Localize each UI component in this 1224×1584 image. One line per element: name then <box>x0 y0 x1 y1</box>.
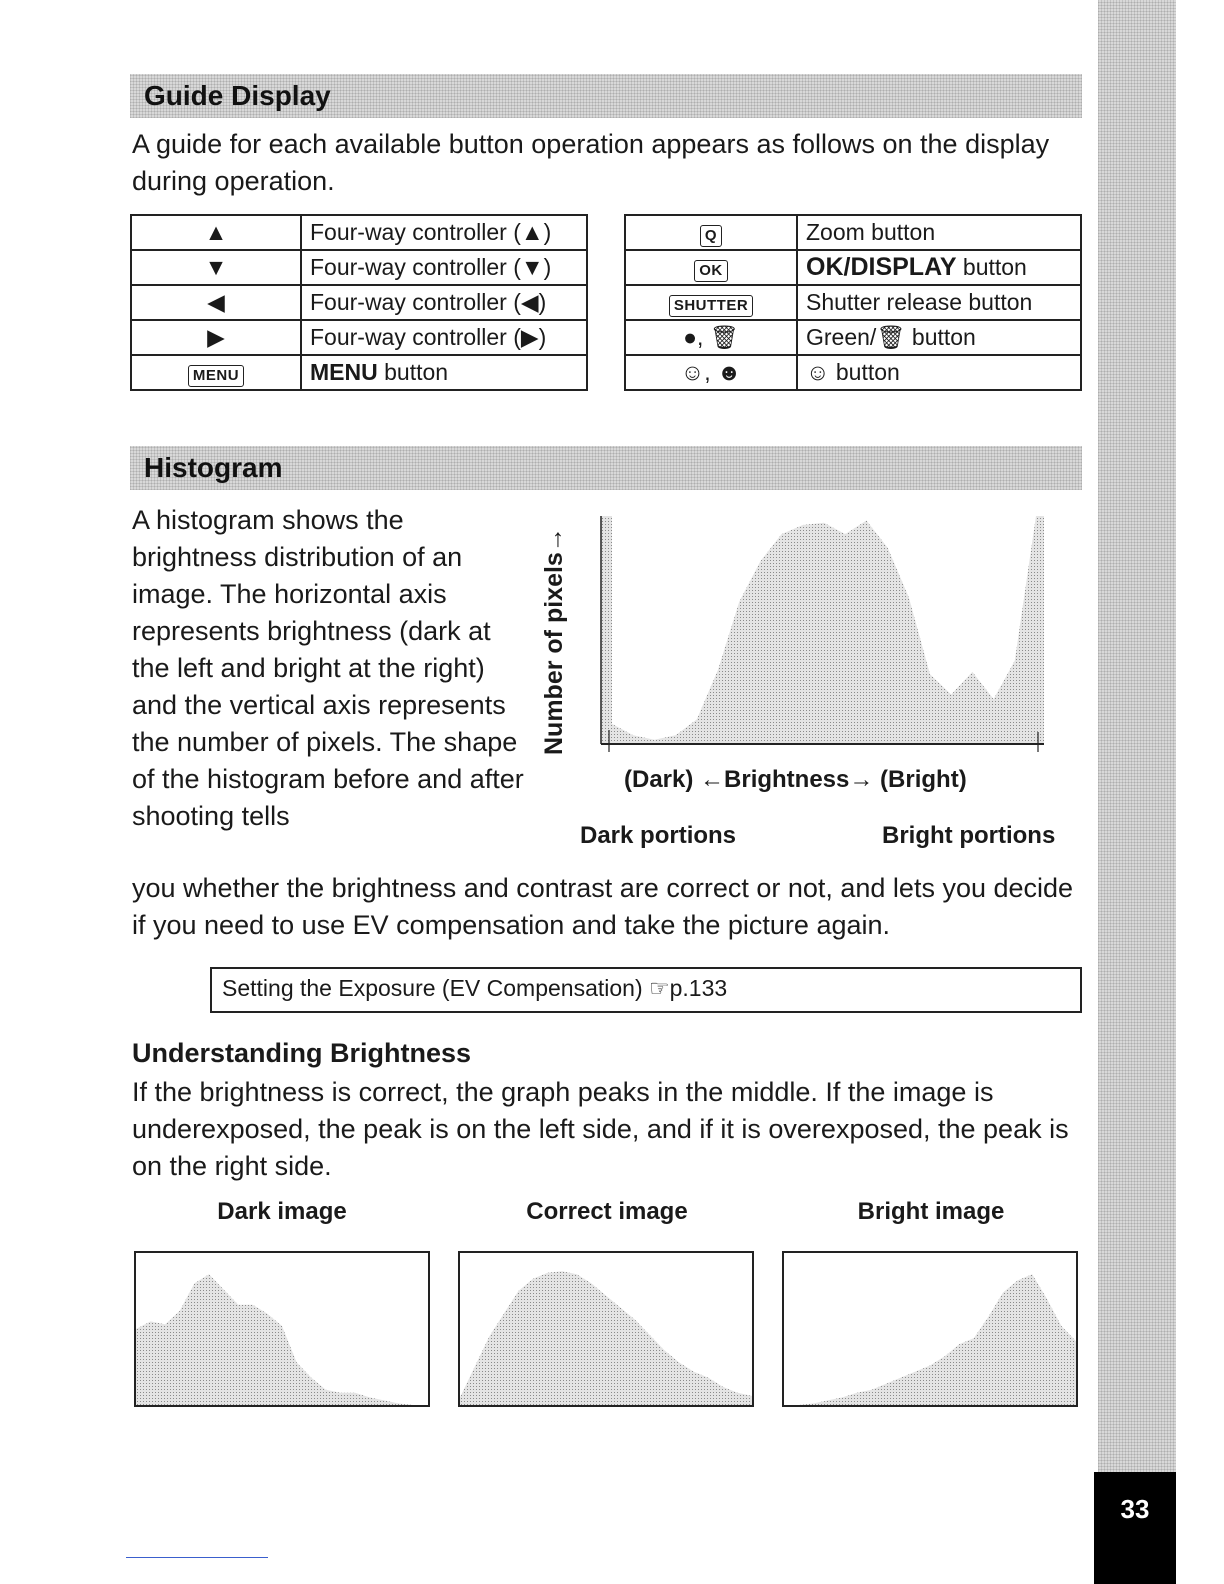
guide-text: Shutter release button <box>797 285 1081 320</box>
guide-text: Four-way controller (▲) <box>301 215 587 250</box>
zoom-key-icon: Q <box>700 225 722 247</box>
reference-box <box>210 967 1082 1013</box>
bright-image-histogram <box>782 1251 1078 1407</box>
triangle-down-icon: ▼ <box>131 250 301 285</box>
guide-text: ☺ button <box>797 355 1081 390</box>
guide-table-right <box>624 214 1082 391</box>
guide-text: Four-way controller (▶) <box>301 320 587 355</box>
annotation-dark-portions: Dark portions <box>580 822 737 849</box>
triangle-left-icon: ◀ <box>131 285 301 320</box>
guide-text: Four-way controller (◀) <box>301 285 587 320</box>
dark-image-histogram <box>134 1251 430 1407</box>
footer-line <box>126 1557 268 1558</box>
table-row <box>131 215 587 250</box>
section-title-guide-display: Guide Display <box>130 74 1082 118</box>
chart-xlabel: (Dark) ←Brightness→ (Bright) <box>624 766 967 793</box>
guide-text: button <box>377 359 449 385</box>
reference-link[interactable]: Setting the Exposure (EV Compensation) ☞p.133 <box>222 975 728 1001</box>
subheading-understanding-brightness: Understanding Brightness <box>132 1038 472 1068</box>
table-row <box>625 320 1081 355</box>
histogram-text-full: you whether the brightness and contrast are correct or not, and lets you decide if you need to use EV compensation and take the picture again. <box>132 873 1074 940</box>
histogram-text-wrapped: A histogram shows the brightness distribution of an image. The horizontal axis represents brightness (dark at the left and bright at the right) and the vertical axis represents the number of pixels. The shape of the histogram before and after shooting tells <box>132 505 524 831</box>
ok-key-icon: OK <box>694 260 728 282</box>
table-row <box>131 355 587 390</box>
side-strip <box>1098 0 1176 1584</box>
triangle-right-icon: ▶ <box>131 320 301 355</box>
section-title-histogram: Histogram <box>130 446 1082 490</box>
annotation-bright-portions: Bright portions <box>882 822 1056 849</box>
table-row <box>131 320 587 355</box>
table-row <box>131 285 587 320</box>
table-row <box>625 355 1081 390</box>
correct-image-histogram <box>458 1251 754 1407</box>
label-bright-image: Bright image <box>857 1198 1005 1225</box>
guide-intro: A guide for each available button operation appears as follows on the display during operation. <box>132 129 1050 196</box>
chart-ylabel: Number of pixels→ <box>540 527 568 755</box>
table-row <box>625 215 1081 250</box>
label-correct-image: Correct image <box>526 1198 688 1225</box>
triangle-up-icon: ▲ <box>131 215 301 250</box>
guide-text: Zoom button <box>797 215 1081 250</box>
page-number: 33 <box>1094 1472 1176 1584</box>
histogram-chart <box>596 512 1048 752</box>
face-detect-icon: ☺, ☻ <box>625 355 797 390</box>
guide-text-bold: MENU <box>310 359 378 385</box>
menu-key-icon: MENU <box>188 365 244 387</box>
table-row <box>625 250 1081 285</box>
table-row <box>625 285 1081 320</box>
guide-table-left <box>130 214 588 391</box>
guide-text: Four-way controller (▼) <box>301 250 587 285</box>
guide-text: Green/🗑 button <box>797 320 1081 355</box>
label-dark-image: Dark image <box>217 1198 347 1225</box>
table-row <box>131 250 587 285</box>
understanding-text: If the brightness is correct, the graph peaks in the middle. If the image is underexposed, the peak is on the left side, and if it is overexposed, the peak is on the right side. <box>132 1077 1069 1181</box>
shutter-key-icon: SHUTTER <box>669 295 753 317</box>
guide-text-bold: OK/DISPLAY <box>806 253 957 281</box>
guide-text: button <box>956 254 1027 280</box>
green-trash-icon: ●, 🗑 <box>625 320 797 355</box>
